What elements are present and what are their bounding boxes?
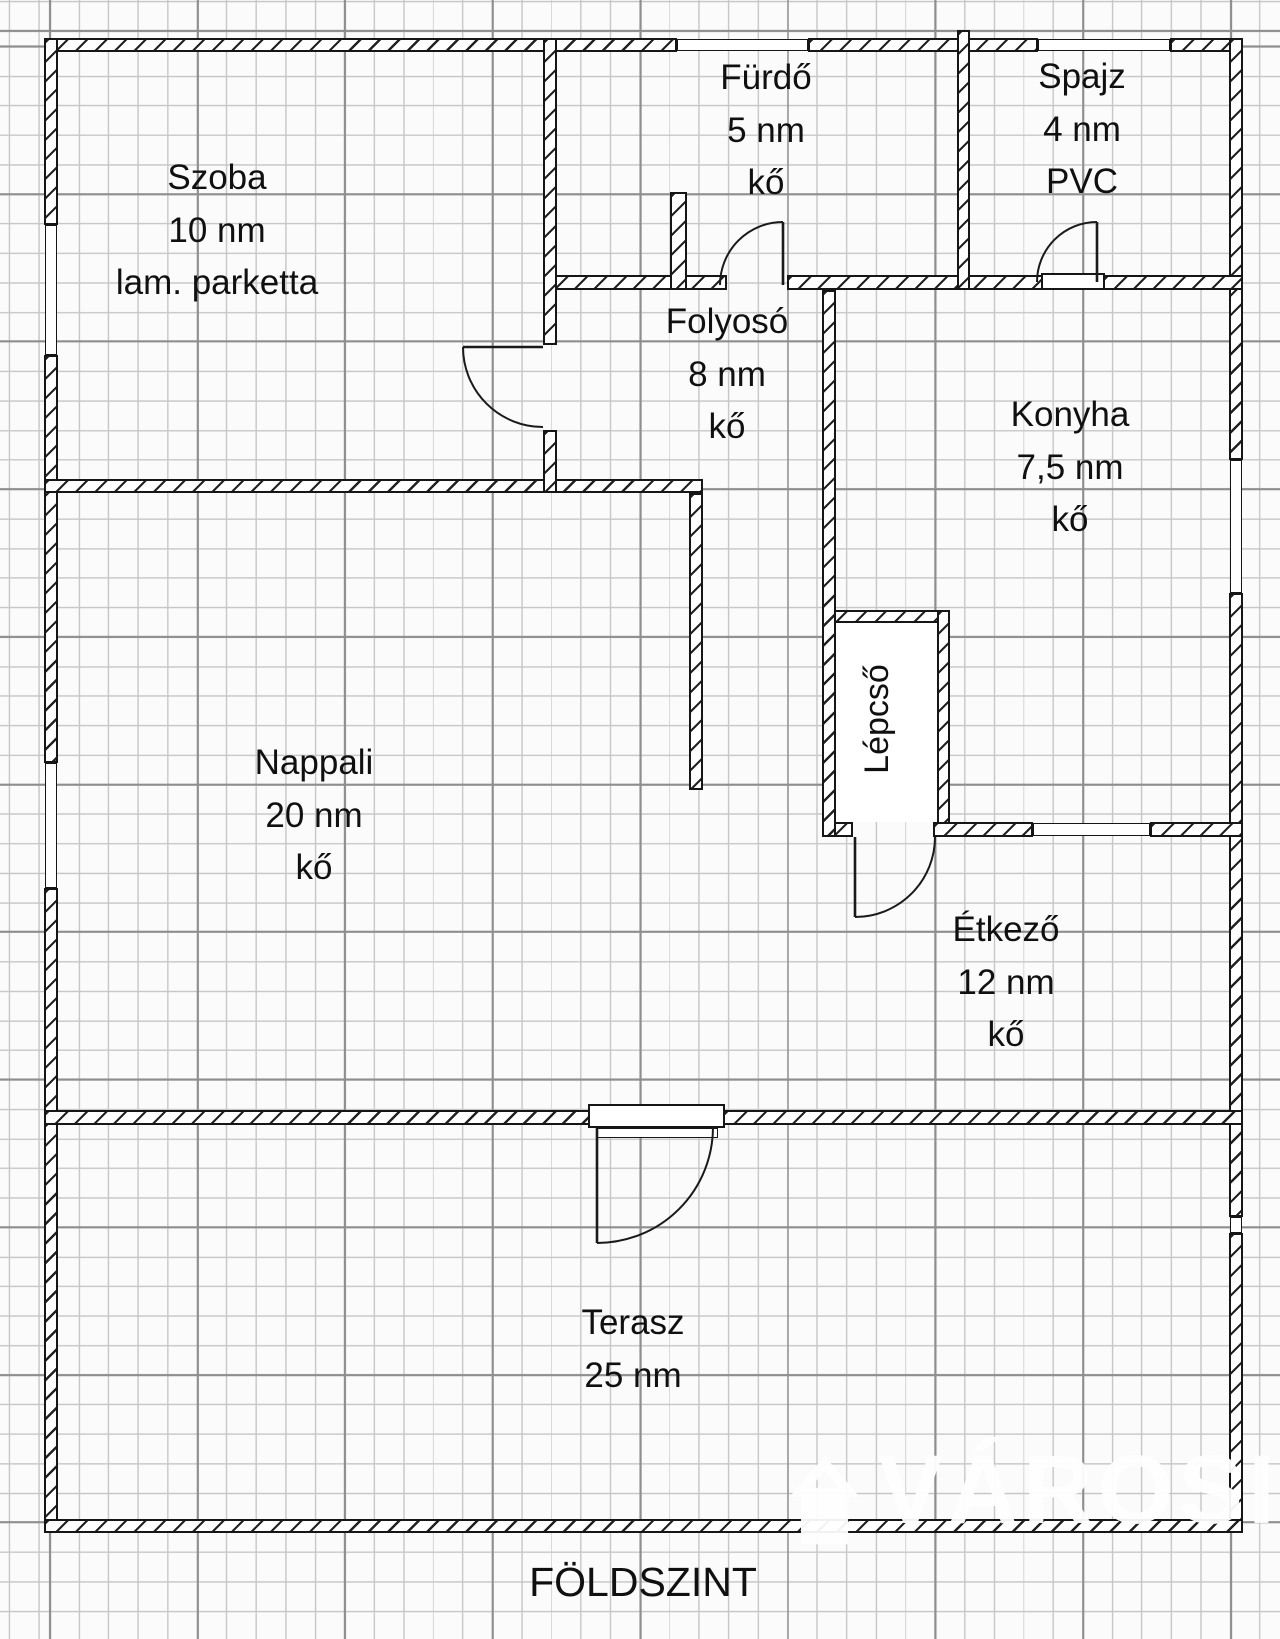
- room-floor: PVC: [1046, 162, 1118, 201]
- room-label-etkezo: [856, 904, 1156, 1062]
- room-area: 10 nm: [168, 210, 266, 250]
- terrace-door-arc: [597, 1127, 713, 1243]
- room-area: 4 nm: [1043, 109, 1121, 149]
- szoba-door-arc: [463, 347, 543, 427]
- room-label-furdo: [616, 52, 916, 210]
- room-area: 8 nm: [688, 354, 766, 394]
- room-area: 25 nm: [584, 1355, 682, 1395]
- pantry-door-arc: [1037, 222, 1097, 282]
- room-label-nappali: [164, 737, 464, 895]
- room-name: Étkező: [952, 910, 1060, 949]
- room-name: Nappali: [254, 743, 374, 782]
- watermark: [785, 1418, 1280, 1570]
- house-icon: [785, 1424, 864, 1564]
- room-area: 5 nm: [727, 110, 805, 150]
- room-name: Konyha: [1010, 395, 1130, 434]
- room-label-folyoso: [577, 296, 877, 454]
- room-label-spajz: [932, 51, 1232, 209]
- room-label-konyha: [920, 389, 1220, 547]
- room-name: Folyosó: [665, 302, 789, 341]
- room-floor: lam. parketta: [115, 263, 319, 302]
- room-label-terasz: [483, 1297, 783, 1402]
- room-label-lepcso: [857, 619, 897, 819]
- plan-title: FÖLDSZINT: [529, 1559, 757, 1605]
- room-floor: kő: [295, 848, 333, 887]
- room-floor: kő: [708, 407, 746, 446]
- room-name: Fürdő: [720, 58, 812, 97]
- room-area: 7,5 nm: [1016, 447, 1124, 487]
- room-floor: kő: [747, 163, 785, 202]
- bathroom-door-arc: [720, 222, 783, 285]
- room-area: 12 nm: [957, 962, 1055, 1002]
- room-name: Szoba: [167, 158, 267, 197]
- room-name: Terasz: [581, 1303, 685, 1342]
- room-label-szoba: [57, 152, 377, 310]
- watermark-text: VÁROSI: [878, 1435, 1280, 1544]
- room-floor: kő: [1051, 500, 1089, 539]
- room-name: Lépcső: [858, 664, 896, 774]
- room-area: 20 nm: [265, 795, 363, 835]
- room-name: Spajz: [1038, 57, 1126, 96]
- room-floor: kő: [987, 1015, 1025, 1054]
